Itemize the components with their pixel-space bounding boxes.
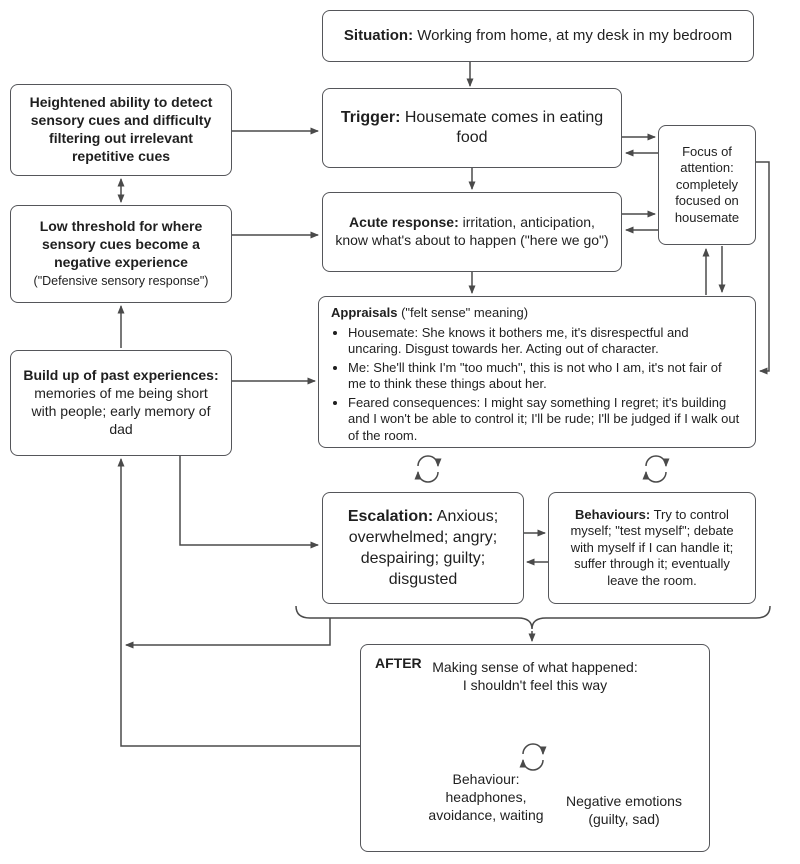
arrow-escalation-feedback-left [126, 618, 330, 645]
appraisals-subtitle: ("felt sense" meaning) [397, 305, 529, 320]
after-label: AFTER [375, 655, 422, 671]
acute-response-text-wrap [333, 214, 611, 250]
heightened-cues-box [10, 84, 232, 176]
trigger-label: Trigger: [340, 108, 401, 126]
after-negative-emotions-text: Negative emotions (guilty, sad) [566, 793, 682, 827]
escalation-text: Anxious; overwhelmed; angry; despairing; guilty; disgusted [348, 507, 499, 589]
low-threshold-box [10, 205, 232, 303]
after-box [360, 644, 710, 852]
acute-response-text: irritation, anticipation, know what's about to happen ("here we go") [335, 214, 609, 248]
escalation-label: Escalation: [347, 507, 434, 525]
after-behaviour-text: Behaviour: headphones, avoidance, waiting [428, 771, 544, 823]
appraisals-bullet-list [331, 325, 743, 447]
low-threshold-label: Low threshold for where sensory cues become a negative experience [39, 218, 203, 270]
low-threshold-note: ("Defensive sensory response") [33, 273, 209, 288]
situation-label: Situation: [343, 27, 414, 45]
behaviours-label: Behaviours: [575, 506, 651, 522]
focus-of-attention-box [658, 125, 756, 245]
situation-box [322, 10, 754, 62]
buildup-text: memories of me being short with people; early memory of dad [31, 385, 211, 437]
buildup-label: Build up of past experiences: [23, 367, 219, 384]
appraisal-bullet: • Housemate: She knows it bothers me, it's disrespectful and uncaring. Disgust towards her. Acting out of character. [348, 325, 743, 358]
acute-response-box [322, 192, 622, 272]
appraisals-label: Appraisals [331, 305, 398, 320]
appraisal-bullet: • Me: She'll think I'm "too much", this is not who I am, it's not fair of me to think these things about her. [348, 360, 743, 393]
low-threshold-text-wrap [21, 218, 221, 289]
escalation-box [322, 492, 524, 604]
arrow-buildup-to-escalation [180, 456, 318, 545]
heightened-cues-text: Heightened ability to detect sensory cues and difficulty filtering out irrelevant repetitive cues [29, 94, 213, 164]
escalation-text-wrap [333, 506, 513, 590]
appraisal-bullet: • Feared consequences: I might say something I regret; it's building and I won't be able to control it; I'll be rude; I'll be judged if I walk out of the room. [348, 395, 743, 445]
trigger-text-wrap [333, 108, 611, 149]
buildup-text-wrap [21, 367, 221, 438]
cycle-loop-icon-left [418, 456, 438, 482]
situation-text-wrap [344, 26, 732, 45]
after-making-sense-text: Making sense of what happened: I shouldn't feel this way [432, 659, 638, 693]
trigger-box [322, 88, 622, 168]
arrow-focus-rightside-to-appraisals [756, 162, 769, 371]
situation-text: Working from home, at my desk in my bedroom [417, 27, 733, 45]
trigger-text: Housemate comes in eating food [404, 108, 604, 146]
appraisals-heading [331, 305, 528, 322]
behaviours-text: Try to control myself; "test myself"; debate with myself if I can handle it; suffer through it; eventually leave the room. [570, 506, 734, 588]
cycle-loop-icon-right [646, 456, 666, 482]
appraisals-box [318, 296, 756, 448]
behaviours-box [548, 492, 756, 604]
focus-of-attention-text: Focus of attention: completely focused on housemate [674, 143, 740, 225]
acute-response-label: Acute response: [349, 214, 459, 231]
grouping-brace [296, 606, 770, 629]
behaviours-text-wrap [559, 507, 745, 590]
buildup-past-experiences-box [10, 350, 232, 456]
